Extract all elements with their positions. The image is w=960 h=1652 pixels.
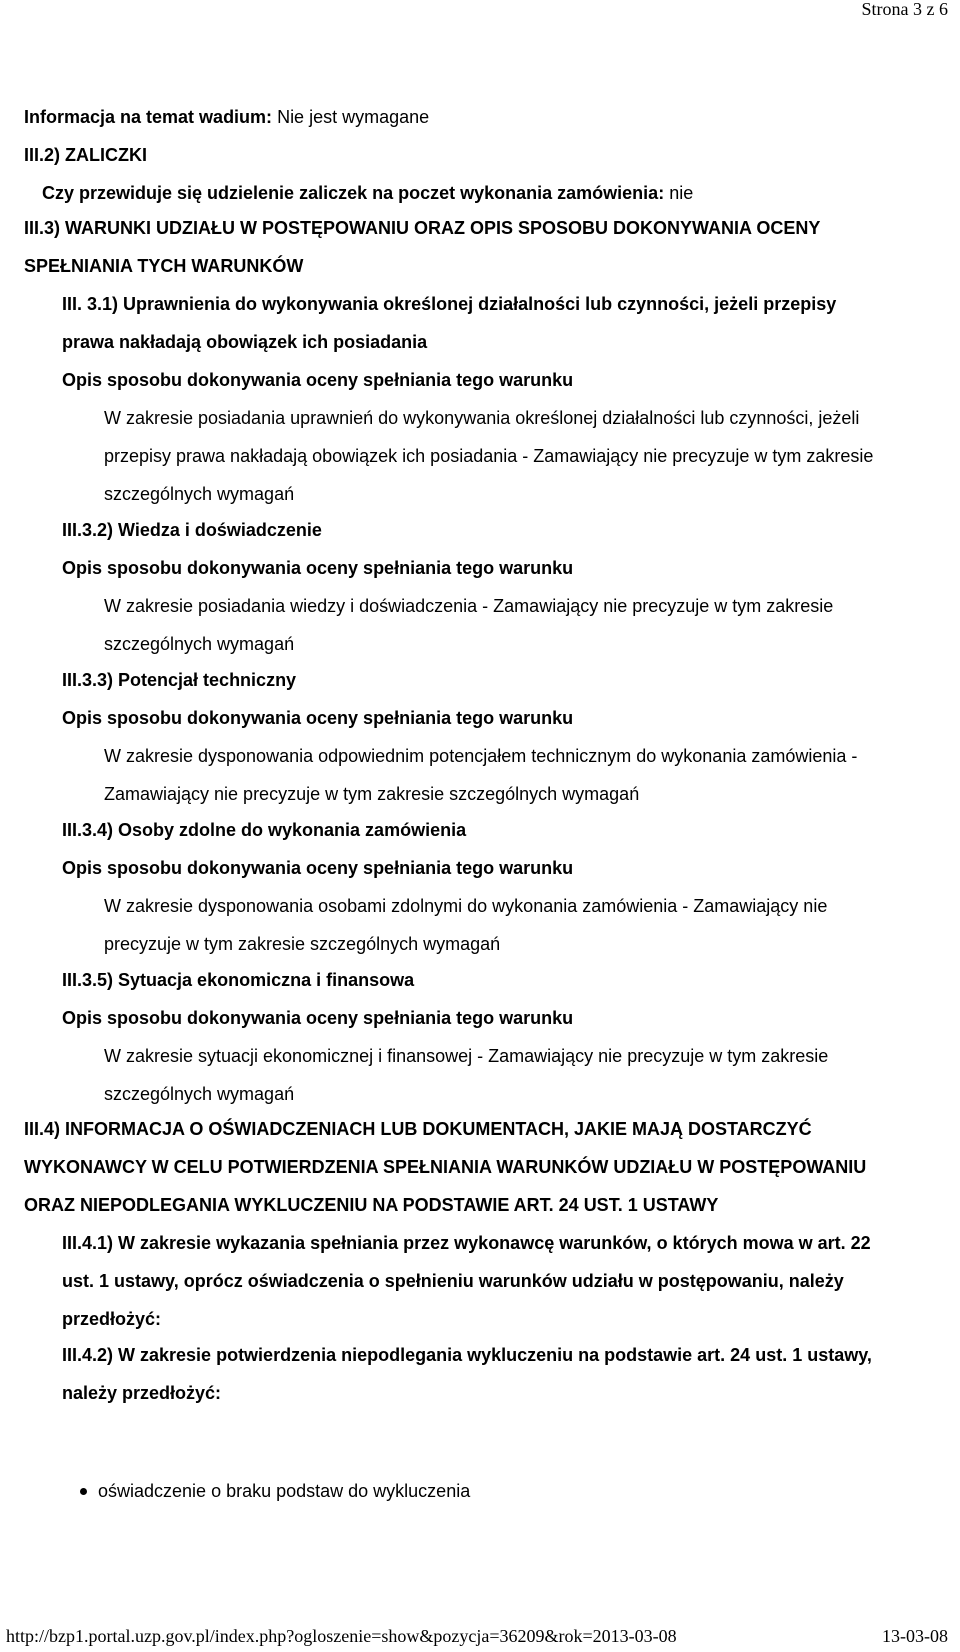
warunki-heading-line2: SPEŁNIANIA TYCH WARUNKÓW: [24, 256, 304, 276]
s33-opis-heading: Opis sposobu dokonywania oceny spełniania tego warunku: [62, 708, 574, 728]
s32-text-line1: W zakresie posiadania wiedzy i doświadczenia - Zamawiający nie precyzuje w tym zakresie: [104, 596, 834, 616]
s41-line1: III.4.1) W zakresie wykazania spełniania przez wykonawcę warunków, o których mowa w art. 22: [62, 1233, 871, 1253]
s4-heading-line3: ORAZ NIEPODLEGANIA WYKLUCZENIU NA PODSTAWIE ART. 24 UST. 1 USTAWY: [24, 1195, 719, 1215]
s33-text-line2: Zamawiający nie precyzuje w tym zakresie szczególnych wymagań: [104, 784, 640, 804]
s34-title: III.3.4) Osoby zdolne do wykonania zamówienia: [62, 820, 467, 840]
s42-line1: III.4.2) W zakresie potwierdzenia niepodlegania wykluczeniu na podstawie art. 24 ust. 1 ustawy,: [62, 1345, 872, 1365]
wadium-label: Informacja na temat wadium:: [24, 107, 273, 127]
zaliczki-question-line: [42, 182, 693, 204]
s32-opis-heading: Opis sposobu dokonywania oceny spełniania tego warunku: [62, 558, 574, 578]
s42-line2: należy przedłożyć:: [62, 1383, 222, 1403]
s41-line2: ust. 1 ustawy, oprócz oświadczenia o spełnieniu warunków udziału w postępowaniu, należy: [62, 1271, 844, 1291]
s31-opis-heading: Opis sposobu dokonywania oceny spełniania tego warunku: [62, 370, 574, 390]
s35-text-line1: W zakresie sytuacji ekonomicznej i finansowej - Zamawiający nie precyzuje w tym zakresie: [104, 1046, 829, 1066]
s31-title-line2: prawa nakładają obowiązek ich posiadania: [62, 332, 428, 352]
zaliczki-answer: nie: [664, 183, 694, 203]
page-number: Strona 3 z 6: [861, 0, 948, 19]
s32-text-line2: szczególnych wymagań: [104, 634, 295, 654]
s31-text-line1: W zakresie posiadania uprawnień do wykonywania określonej działalności lub czynności, jeżeli: [104, 408, 860, 428]
s31-text-line3: szczególnych wymagań: [104, 484, 295, 504]
s41-line3: przedłożyć:: [62, 1309, 162, 1329]
warunki-heading-line1: III.3) WARUNKI UDZIAŁU W POSTĘPOWANIU ORAZ OPIS SPOSOBU DOKONYWANIA OCENY: [24, 218, 821, 238]
s35-text-line2: szczególnych wymagań: [104, 1084, 295, 1104]
s35-opis-heading: Opis sposobu dokonywania oceny spełniania tego warunku: [62, 1008, 574, 1028]
zaliczki-heading: III.2) ZALICZKI: [24, 145, 147, 165]
s42-bullet-text: oświadczenie o braku podstaw do wykluczenia: [98, 1481, 471, 1501]
wadium-value: Nie jest wymagane: [272, 107, 430, 127]
s31-text-line2: przepisy prawa nakładają obowiązek ich posiadania - Zamawiający nie precyzuje w tym zakresie: [104, 446, 874, 466]
s4-heading-line2: WYKONAWCY W CELU POTWIERDZENIA SPEŁNIANIA WARUNKÓW UDZIAŁU W POSTĘPOWANIU: [24, 1157, 867, 1177]
footer-url: http://bzp1.portal.uzp.gov.pl/index.php?ogloszenie=show&pozycja=36209&rok=2013-03-08: [6, 1626, 677, 1646]
s35-title: III.3.5) Sytuacja ekonomiczna i finansowa: [62, 970, 415, 990]
s31-title-line1: III. 3.1) Uprawnienia do wykonywania określonej działalności lub czynności, jeżeli przepisy: [62, 294, 837, 314]
bullet-icon: [80, 1488, 87, 1495]
s4-heading-line1: III.4) INFORMACJA O OŚWIADCZENIACH LUB DOKUMENTACH, JAKIE MAJĄ DOSTARCZYĆ: [24, 1119, 812, 1139]
s32-title: III.3.2) Wiedza i doświadczenie: [62, 520, 322, 540]
s34-text-line2: precyzuje w tym zakresie szczególnych wymagań: [104, 934, 501, 954]
s33-title: III.3.3) Potencjał techniczny: [62, 670, 297, 690]
s33-text-line1: W zakresie dysponowania odpowiednim potencjałem technicznym do wykonania zamówienia -: [104, 746, 858, 766]
zaliczki-question: Czy przewiduje się udzielenie zaliczek na poczet wykonania zamówienia:: [42, 183, 665, 203]
s34-opis-heading: Opis sposobu dokonywania oceny spełniania tego warunku: [62, 858, 574, 878]
s34-text-line1: W zakresie dysponowania osobami zdolnymi do wykonania zamówienia - Zamawiający nie: [104, 896, 828, 916]
footer-date: 13-03-08: [882, 1626, 948, 1646]
wadium-line: [24, 106, 429, 128]
